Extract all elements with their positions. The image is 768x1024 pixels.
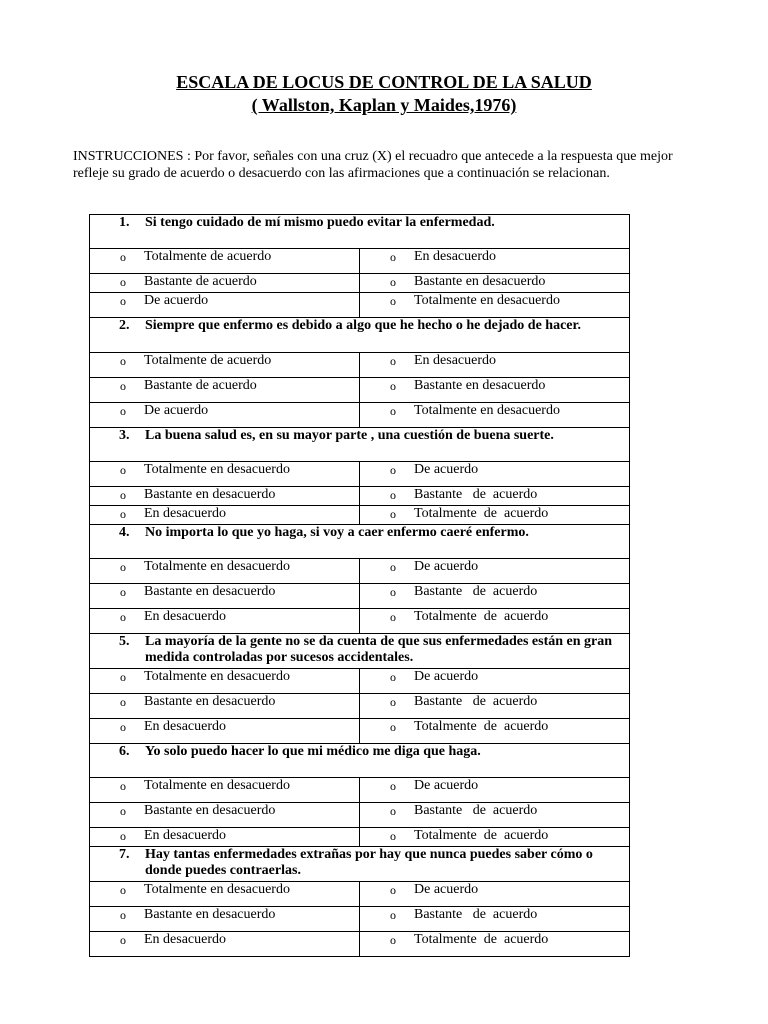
option-left[interactable] xyxy=(90,487,360,506)
question-cell xyxy=(90,744,630,778)
option-right[interactable] xyxy=(360,353,630,378)
options-row xyxy=(90,694,630,719)
checkbox-bullet-icon[interactable]: o xyxy=(390,908,396,922)
options-row xyxy=(90,249,630,274)
option-label: De acuerdo xyxy=(414,462,479,477)
option-right[interactable] xyxy=(360,778,630,803)
question-text: La buena salud es, en su mayor parte , una cuestión de buena suerte. xyxy=(145,428,554,443)
checkbox-bullet-icon[interactable]: o xyxy=(120,804,126,818)
checkbox-bullet-icon[interactable]: o xyxy=(390,463,396,477)
options-row xyxy=(90,506,630,525)
checkbox-bullet-icon[interactable]: o xyxy=(120,779,126,793)
checkbox-bullet-icon[interactable]: o xyxy=(390,670,396,684)
checkbox-bullet-icon[interactable]: o xyxy=(390,883,396,897)
checkbox-bullet-icon[interactable]: o xyxy=(120,463,126,477)
option-right[interactable] xyxy=(360,506,630,525)
checkbox-bullet-icon[interactable]: o xyxy=(120,379,126,393)
option-label: Totalmente de acuerdo xyxy=(144,353,272,368)
option-left[interactable] xyxy=(90,274,360,293)
question-cell xyxy=(90,847,630,882)
option-label: En desacuerdo xyxy=(414,353,497,368)
question-cell xyxy=(90,318,630,353)
option-label: Totalmente de acuerdo xyxy=(414,828,549,843)
checkbox-bullet-icon[interactable]: o xyxy=(120,250,126,264)
option-label: Totalmente en desacuerdo xyxy=(414,403,560,418)
options-row xyxy=(90,403,630,428)
question-row xyxy=(90,318,630,353)
option-left[interactable] xyxy=(90,584,360,609)
option-left[interactable] xyxy=(90,907,360,932)
question-cell xyxy=(90,634,630,669)
option-right[interactable] xyxy=(360,609,630,634)
question-row xyxy=(90,744,630,778)
option-label: De acuerdo xyxy=(144,293,209,308)
question-row xyxy=(90,634,630,669)
question-cell xyxy=(90,428,630,462)
question-number: 5. xyxy=(119,634,130,649)
option-left[interactable] xyxy=(90,803,360,828)
option-label: Bastante en desacuerdo xyxy=(144,803,276,818)
option-label: Totalmente en desacuerdo xyxy=(414,293,560,308)
option-left[interactable] xyxy=(90,353,360,378)
option-label: En desacuerdo xyxy=(414,249,497,264)
option-label: En desacuerdo xyxy=(144,609,227,624)
checkbox-bullet-icon[interactable]: o xyxy=(120,908,126,922)
option-left[interactable] xyxy=(90,609,360,634)
question-row xyxy=(90,215,630,249)
question-row xyxy=(90,525,630,559)
checkbox-bullet-icon[interactable]: o xyxy=(120,294,126,308)
question-number: 3. xyxy=(119,428,130,443)
option-label: Totalmente de acuerdo xyxy=(414,506,549,521)
option-label: Bastante de acuerdo xyxy=(414,694,538,709)
option-label: En desacuerdo xyxy=(144,506,227,521)
option-label: Bastante de acuerdo xyxy=(144,274,257,289)
questionnaire-table xyxy=(89,214,630,957)
question-cell xyxy=(90,215,630,249)
checkbox-bullet-icon[interactable]: o xyxy=(120,610,126,624)
options-row xyxy=(90,584,630,609)
option-label: Totalmente de acuerdo xyxy=(144,249,272,264)
options-row xyxy=(90,378,630,403)
option-label: Totalmente en desacuerdo xyxy=(144,778,290,793)
option-label: De acuerdo xyxy=(414,669,479,684)
option-right[interactable] xyxy=(360,378,630,403)
checkbox-bullet-icon[interactable]: o xyxy=(120,354,126,368)
option-right[interactable] xyxy=(360,932,630,957)
option-label: Totalmente de acuerdo xyxy=(414,609,549,624)
option-right[interactable] xyxy=(360,274,630,293)
checkbox-bullet-icon[interactable]: o xyxy=(390,933,396,947)
option-right[interactable] xyxy=(360,719,630,744)
option-left[interactable] xyxy=(90,506,360,525)
options-row xyxy=(90,293,630,318)
question-text: Si tengo cuidado de mí mismo puedo evitar la enfermedad. xyxy=(145,215,495,230)
option-label: Totalmente en desacuerdo xyxy=(144,559,290,574)
checkbox-bullet-icon[interactable]: o xyxy=(390,275,396,289)
option-label: De acuerdo xyxy=(144,403,209,418)
checkbox-bullet-icon[interactable]: o xyxy=(390,829,396,843)
checkbox-bullet-icon[interactable]: o xyxy=(390,488,396,502)
option-left[interactable] xyxy=(90,778,360,803)
checkbox-bullet-icon[interactable]: o xyxy=(390,585,396,599)
option-label: Bastante de acuerdo xyxy=(414,584,538,599)
option-label: Totalmente de acuerdo xyxy=(414,719,549,734)
checkbox-bullet-icon[interactable]: o xyxy=(390,720,396,734)
option-left[interactable] xyxy=(90,719,360,744)
checkbox-bullet-icon[interactable]: o xyxy=(120,720,126,734)
options-row xyxy=(90,907,630,932)
option-right[interactable] xyxy=(360,882,630,907)
options-row xyxy=(90,828,630,847)
checkbox-bullet-icon[interactable]: o xyxy=(120,560,126,574)
page-subtitle: ( Wallston, Kaplan y Maides,1976) xyxy=(251,95,517,115)
option-left[interactable] xyxy=(90,462,360,487)
instructions-text: INSTRUCCIONES : Por favor, señales con una cruz (X) el recuadro que antecede a la respuesta que mejor refleje su grado de acuerdo o desacuerdo con las afirmaciones que a continuación se relacionan. xyxy=(73,149,673,181)
option-right[interactable] xyxy=(360,293,630,318)
checkbox-bullet-icon[interactable]: o xyxy=(120,275,126,289)
option-left[interactable] xyxy=(90,828,360,847)
options-row xyxy=(90,803,630,828)
question-text: Siempre que enfermo es debido a algo que he hecho o he dejado de hacer. xyxy=(145,318,581,333)
checkbox-bullet-icon[interactable]: o xyxy=(390,294,396,308)
option-label: Bastante de acuerdo xyxy=(414,803,538,818)
option-left[interactable] xyxy=(90,932,360,957)
question-text: Yo solo puedo hacer lo que mi médico me diga que haga. xyxy=(145,744,481,759)
checkbox-bullet-icon[interactable]: o xyxy=(120,507,126,521)
question-cell xyxy=(90,525,630,559)
option-left[interactable] xyxy=(90,293,360,318)
option-left[interactable] xyxy=(90,882,360,907)
options-row xyxy=(90,559,630,584)
options-row xyxy=(90,882,630,907)
question-number: 2. xyxy=(119,318,130,333)
checkbox-bullet-icon[interactable]: o xyxy=(390,379,396,393)
option-label: Totalmente de acuerdo xyxy=(414,932,549,947)
option-label: Bastante en desacuerdo xyxy=(144,694,276,709)
option-label: Totalmente en desacuerdo xyxy=(144,462,290,477)
question-text: No importa lo que yo haga, si voy a caer enfermo caeré enfermo. xyxy=(145,525,529,540)
question-number: 1. xyxy=(119,215,130,230)
checkbox-bullet-icon[interactable]: o xyxy=(390,250,396,264)
option-label: Bastante en desacuerdo xyxy=(144,584,276,599)
option-left[interactable] xyxy=(90,694,360,719)
question-text: Hay tantas enfermedades extrañas por hay que nunca puedes saber cómo o donde puedes contraerlas. xyxy=(145,847,593,878)
options-row xyxy=(90,719,630,744)
options-row xyxy=(90,669,630,694)
option-label: De acuerdo xyxy=(414,559,479,574)
option-left[interactable] xyxy=(90,403,360,428)
checkbox-bullet-icon[interactable]: o xyxy=(120,695,126,709)
checkbox-bullet-icon[interactable]: o xyxy=(120,488,126,502)
options-row xyxy=(90,274,630,293)
option-label: De acuerdo xyxy=(414,778,479,793)
options-row xyxy=(90,932,630,957)
option-right[interactable] xyxy=(360,584,630,609)
option-label: Bastante de acuerdo xyxy=(414,907,538,922)
option-right[interactable] xyxy=(360,487,630,506)
option-label: Bastante en desacuerdo xyxy=(414,378,546,393)
option-right[interactable] xyxy=(360,803,630,828)
option-right[interactable] xyxy=(360,559,630,584)
options-row xyxy=(90,462,630,487)
option-label: Bastante de acuerdo xyxy=(144,378,257,393)
option-right[interactable] xyxy=(360,828,630,847)
question-text: La mayoría de la gente no se da cuenta de que sus enfermedades están en gran medida controladas por sucesos accidentales. xyxy=(145,634,613,665)
option-right[interactable] xyxy=(360,669,630,694)
options-row xyxy=(90,609,630,634)
option-label: De acuerdo xyxy=(414,882,479,897)
option-left[interactable] xyxy=(90,669,360,694)
checkbox-bullet-icon[interactable]: o xyxy=(390,560,396,574)
option-label: Bastante en desacuerdo xyxy=(144,487,276,502)
option-right[interactable] xyxy=(360,249,630,274)
checkbox-bullet-icon[interactable]: o xyxy=(390,779,396,793)
option-label: Bastante de acuerdo xyxy=(414,487,538,502)
option-left[interactable] xyxy=(90,559,360,584)
page-title: ESCALA DE LOCUS DE CONTROL DE LA SALUD xyxy=(176,72,592,92)
option-label: Totalmente en desacuerdo xyxy=(144,669,290,684)
option-right[interactable] xyxy=(360,403,630,428)
option-right[interactable] xyxy=(360,462,630,487)
checkbox-bullet-icon[interactable]: o xyxy=(390,695,396,709)
checkbox-bullet-icon[interactable]: o xyxy=(390,610,396,624)
question-row xyxy=(90,428,630,462)
option-right[interactable] xyxy=(360,907,630,932)
options-row xyxy=(90,778,630,803)
checkbox-bullet-icon[interactable]: o xyxy=(120,829,126,843)
option-label: Bastante en desacuerdo xyxy=(414,274,546,289)
question-number: 7. xyxy=(119,847,130,862)
checkbox-bullet-icon[interactable]: o xyxy=(120,404,126,418)
option-left[interactable] xyxy=(90,378,360,403)
option-label: En desacuerdo xyxy=(144,828,227,843)
checkbox-bullet-icon[interactable]: o xyxy=(390,804,396,818)
options-row xyxy=(90,487,630,506)
checkbox-bullet-icon[interactable]: o xyxy=(120,883,126,897)
question-number: 6. xyxy=(119,744,130,759)
checkbox-bullet-icon[interactable]: o xyxy=(390,404,396,418)
option-label: En desacuerdo xyxy=(144,719,227,734)
checkbox-bullet-icon[interactable]: o xyxy=(390,507,396,521)
checkbox-bullet-icon[interactable]: o xyxy=(120,585,126,599)
option-left[interactable] xyxy=(90,249,360,274)
option-label: En desacuerdo xyxy=(144,932,227,947)
checkbox-bullet-icon[interactable]: o xyxy=(390,354,396,368)
option-label: Totalmente en desacuerdo xyxy=(144,882,290,897)
checkbox-bullet-icon[interactable]: o xyxy=(120,670,126,684)
checkbox-bullet-icon[interactable]: o xyxy=(120,933,126,947)
option-right[interactable] xyxy=(360,694,630,719)
options-row xyxy=(90,353,630,378)
question-row xyxy=(90,847,630,882)
question-number: 4. xyxy=(119,525,130,540)
option-label: Bastante en desacuerdo xyxy=(144,907,276,922)
